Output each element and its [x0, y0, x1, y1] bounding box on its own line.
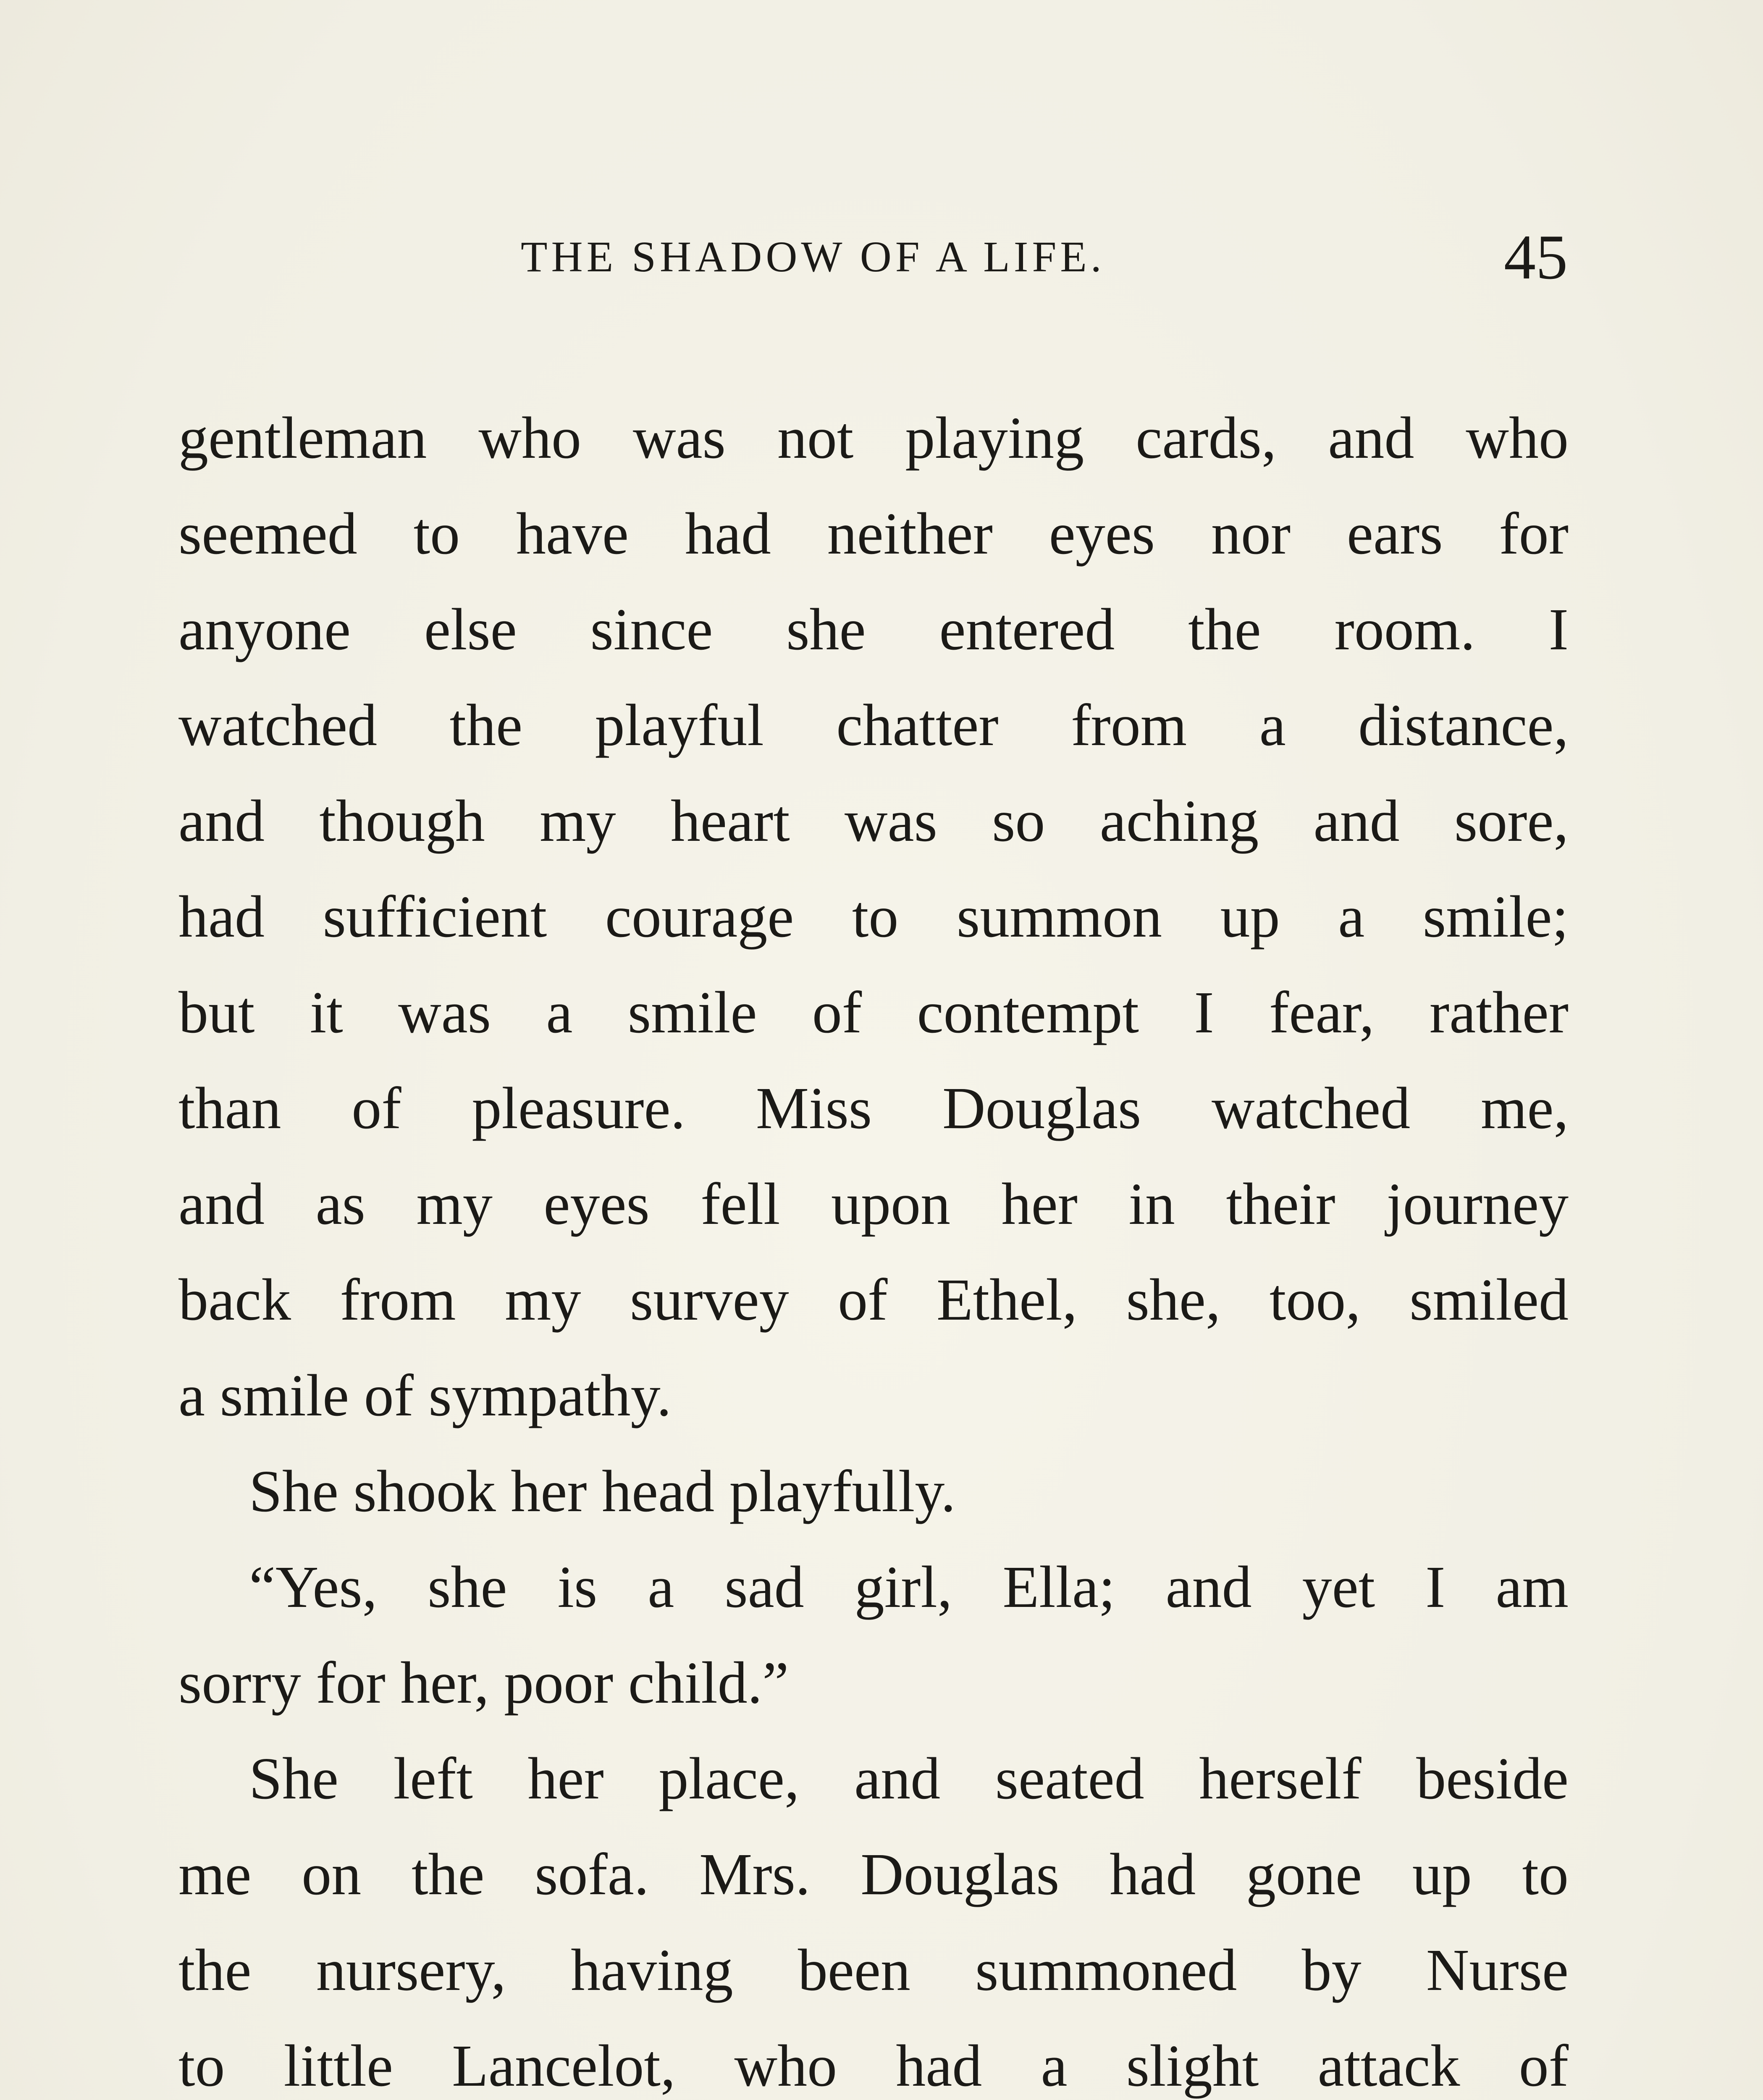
text-line: to little Lancelot, who had a slight attack of — [178, 2032, 1569, 2099]
page-number: 45 — [1504, 222, 1568, 292]
text-line: the nursery, having been summoned by Nurse — [178, 1937, 1569, 2003]
text-line: gentleman who was not playing cards, and who — [178, 404, 1569, 471]
text-line: “Yes, she is a sad girl, Ella; and yet I am — [249, 1554, 1569, 1620]
text-line: anyone else since she entered the room. I — [178, 596, 1569, 662]
text-line: had sufficient courage to summon up a smile; — [178, 883, 1569, 950]
text-line: a smile of sympathy. — [178, 1362, 672, 1428]
running-title: THE SHADOW OF A LIFE. — [521, 233, 1105, 281]
text-line: watched the playful chatter from a distance, — [178, 692, 1569, 758]
text-line: and though my heart was so aching and sore, — [178, 788, 1569, 854]
text-line: She shook her head playfully. — [249, 1458, 956, 1524]
body-text — [178, 390, 1569, 2100]
text-line: but it was a smile of contempt I fear, rather — [178, 979, 1569, 1045]
text-line: seemed to have had neither eyes nor ears for — [178, 500, 1569, 567]
text-line: me on the sofa. Mrs. Douglas had gone up to — [178, 1841, 1569, 1907]
text-line: She left her place, and seated herself beside — [249, 1745, 1569, 1811]
text-line: and as my eyes fell upon her in their journey — [178, 1171, 1569, 1237]
text-line: sorry for her, poor child.” — [178, 1649, 789, 1716]
text-line: than of pleasure. Miss Douglas watched me, — [178, 1075, 1569, 1141]
text-line: back from my survey of Ethel, she, too, smiled — [178, 1266, 1569, 1333]
